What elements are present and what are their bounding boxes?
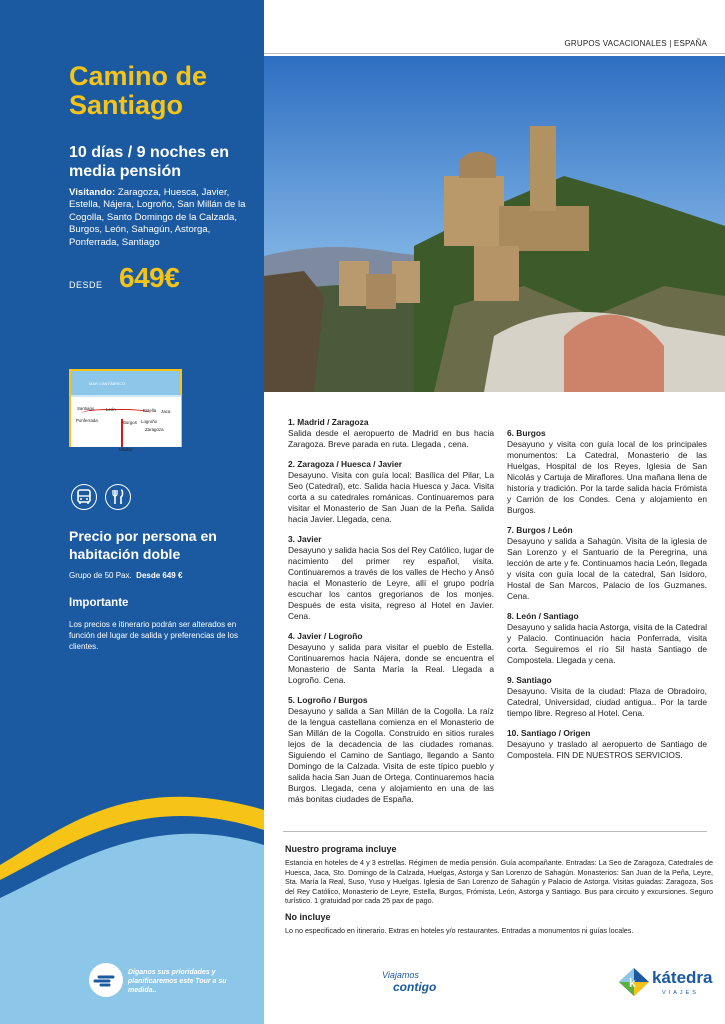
desde-label: DESDE bbox=[69, 280, 103, 290]
category-tag: GRUPOS VACACIONALES | ESPAÑA bbox=[564, 39, 707, 48]
day-text: Salida desde el aeropuerto de Madrid en bus hacia Zaragoza. Breve parada en ruta. Llegada , cena. bbox=[288, 428, 494, 449]
itinerary-day bbox=[288, 631, 494, 686]
restaurant-icon bbox=[105, 484, 131, 510]
includes-text: Estancia en hoteles de 4 y 3 estrellas. Régimen de media pensión. Guía acompañante. Entradas: La Seo de Zaragoza, Catedrales de Huesca, Jaca, Sto. Domingo de la Calzada, Huelgas, Astorga y San Lorenzo de Sahagún. Monasterios: San Juan de la Peña, Leyre, Sta. María la Real, Suso, Yuso y Huelgas. Iglesia de San Lorenzo de Sahagún y Palacio de Astorga. Visitas guiadas: Zaragoza, Sos del Rey Católico, Monasterio de Leyre, Estella, Burgos, Frómista, León, Astorga y Santiago. Bus para circuito y excursiones. Seguro turístico. 1 gratuidad por cada 25 pax de pago. bbox=[285, 858, 713, 906]
map-label: Madrid bbox=[119, 447, 133, 452]
day-title: 2. Zaragoza / Huesca / Javier bbox=[288, 459, 403, 469]
day-text: Desayuno y traslado al aeropuerto de Santiago de Compostela. FIN DE NUESTROS SERVICIOS. bbox=[507, 739, 707, 760]
day-title: 4. Javier / Logroño bbox=[288, 631, 363, 641]
not-included-text: Lo no especificado en itinerario. Extras en hoteles y/o restaurantes. Entradas a monumentos ni guías locales. bbox=[285, 926, 634, 935]
trip-duration: 10 días / 9 noches en media pensión bbox=[69, 144, 230, 180]
itinerary-column-left bbox=[288, 417, 494, 814]
slogan-text: Díganos sus prioridades y planificaremos este Tour a su medida.. bbox=[128, 969, 227, 994]
itinerary-column-right bbox=[507, 428, 707, 770]
map-label: Santiago bbox=[77, 406, 95, 411]
katedra-logo-icon bbox=[617, 966, 651, 998]
map-label: Burgos bbox=[123, 420, 137, 425]
day-title: 9. Santiago bbox=[507, 675, 552, 685]
map-label: Jaca bbox=[161, 409, 171, 414]
day-text: Desayuno y salida hacia Sos del Rey Católico, lugar de nacimiento del primer rey español, visita. Continuaremos a través de los valles de Hecho y Ansó hacia el Monasterio de Leyre, allí el grupo podría escuchar los cantos gregorianos de los monjes. Después de esta visita, regreso al Hotel en Javier. Cena. bbox=[288, 545, 494, 621]
day-title: 3. Javier bbox=[288, 534, 322, 544]
day-text: Desayuno. Visita de la ciudad: Plaza de Obradoiro, Catedral, Universidad, ciudad antigua.. Por la tarde tiempo libre. Regreso al Hotel. Cena. bbox=[507, 686, 707, 718]
brand-subtitle: VIAJES bbox=[662, 990, 699, 996]
svg-text:k: k bbox=[629, 976, 636, 990]
itinerary-day bbox=[288, 459, 494, 525]
map-label: Estella bbox=[143, 408, 157, 413]
price-block bbox=[69, 262, 259, 302]
pointing-hand-icon bbox=[89, 963, 123, 997]
visiting-text: Zaragoza, Huesca, Javier, Estella, Nájera, Logroño, San Millán de la Cogolla, Santo Domingo de la Calzada, Burgos, León, Sahagún, Astorga, Ponferrada, Santiago bbox=[69, 187, 246, 248]
itinerary-day bbox=[288, 534, 494, 622]
day-title: 6. Burgos bbox=[507, 428, 546, 438]
group-info bbox=[69, 571, 259, 580]
visiting-label: Visitando: bbox=[69, 187, 116, 198]
castle-photo bbox=[264, 56, 725, 392]
day-title: 5. Logroño / Burgos bbox=[288, 695, 368, 705]
trip-title: Camino de Santiago bbox=[69, 61, 208, 120]
day-title: 1. Madrid / Zaragoza bbox=[288, 417, 369, 427]
day-title: 8. León / Santiago bbox=[507, 611, 579, 621]
itinerary-day bbox=[288, 695, 494, 805]
itinerary-day bbox=[507, 611, 707, 666]
group-text: Grupo de 50 Pax. bbox=[69, 571, 132, 580]
itinerary-day bbox=[507, 675, 707, 719]
visiting-list bbox=[69, 187, 261, 249]
important-title: Importante bbox=[69, 597, 129, 609]
includes-title: Nuestro programa incluye bbox=[285, 844, 397, 854]
group-price: Desde 649 € bbox=[136, 571, 183, 580]
day-text: Desayuno y visita con guía local de los principales monumentos: La Catedral, Monasterio de las Huelgas, Hospital de los Reyes, Iglesia de San Nicolás y Cartuja de Miraflores. Una mañana llena de historia y tradición. Por la tarde salida hacia Frómista y Carrión de los Condes. Cena y alojamiento en Burgos. bbox=[507, 439, 707, 515]
day-text: Desayuno y salida para visitar el pueblo de Estella. Continuaremos hacia Nájera, donde se encuentra el Monasterio de Santa María la Real. Llegada a Logroño. Cena. bbox=[288, 642, 494, 685]
not-included-title: No incluye bbox=[285, 912, 331, 922]
amenity-icons bbox=[71, 484, 141, 512]
itinerary-day bbox=[507, 428, 707, 516]
day-text: Desayuno y salida a San Millán de la Cogolla. La raíz de la lengua castellana comienza en el Monasterio de San Millán de la Cogolla. Construido en sitios rurales lejos de la decadencia de las ciudades romanas. Siguiendo el Camino de Santiago, llegando a Santo Domingo de la Calzada. Visita de este típico pueblo y salida hacia San Juan de Ortega. Continuaremos hacia Burgos. Llegada, cena y alojamiento en una de las más bonitas ciudades de España. bbox=[288, 706, 494, 804]
brand-name: kátedra bbox=[652, 968, 713, 987]
tagline-contigo: contigo bbox=[393, 980, 437, 994]
day-text: Desayuno y salida a Sahagún. Visita de la iglesia de San Lorenzo y el Santuario de la Peregrina, una lección de arte y fe. Continuamos hacia León, llegada y visita con guía local de la catedral, San Isidoro, Hostal de San Marcos, Palacio de los Guzmanes. Cena. bbox=[507, 536, 707, 601]
map-sea-label: MAR CANTÁBRICO bbox=[89, 381, 126, 386]
itinerary-day bbox=[507, 525, 707, 602]
tagline-viajamos: Viajamos bbox=[382, 970, 419, 980]
itinerary-day bbox=[288, 417, 494, 450]
map-label: Logroño bbox=[141, 419, 158, 424]
includes-divider bbox=[283, 831, 707, 832]
bus-icon bbox=[71, 484, 97, 510]
map-label: Zaragoza bbox=[145, 427, 164, 432]
day-title: 7. Burgos / León bbox=[507, 525, 573, 535]
itinerary-day bbox=[507, 728, 707, 761]
day-text: Desayuno y salida hacia Astorga, visita de la Catedral y Palacio. Continuación hacia Ponferrada, visita corta. Seguiremos el río Sil hasta Santiago de Compostela. Llegada y cena. bbox=[507, 622, 707, 665]
map-label: Ponferrada bbox=[76, 418, 98, 423]
price-value: 649€ bbox=[119, 262, 180, 293]
day-text: Desayuno. Visita con guía local: Basílica del Pilar, La Seo (Catedral), etc. Salida hacia Huesca y Jaca. Visita corta a su catedrales románicas. Continuaremos para visitar el Monasterio de San Juan de la Peña. Salida hacia Javier. Llegada, cena. bbox=[288, 470, 494, 524]
price-per-person-title: Precio por persona en habitación doble bbox=[69, 528, 217, 562]
map-label: León bbox=[106, 407, 116, 412]
route-map bbox=[69, 369, 182, 452]
header-divider bbox=[264, 53, 725, 54]
important-text: Los precios e itinerario podrán ser alterados en función del lugar de salida y preferencias de los clientes. bbox=[69, 620, 238, 651]
day-title: 10. Santiago / Origen bbox=[507, 728, 591, 738]
sidebar-panel bbox=[0, 0, 264, 1024]
